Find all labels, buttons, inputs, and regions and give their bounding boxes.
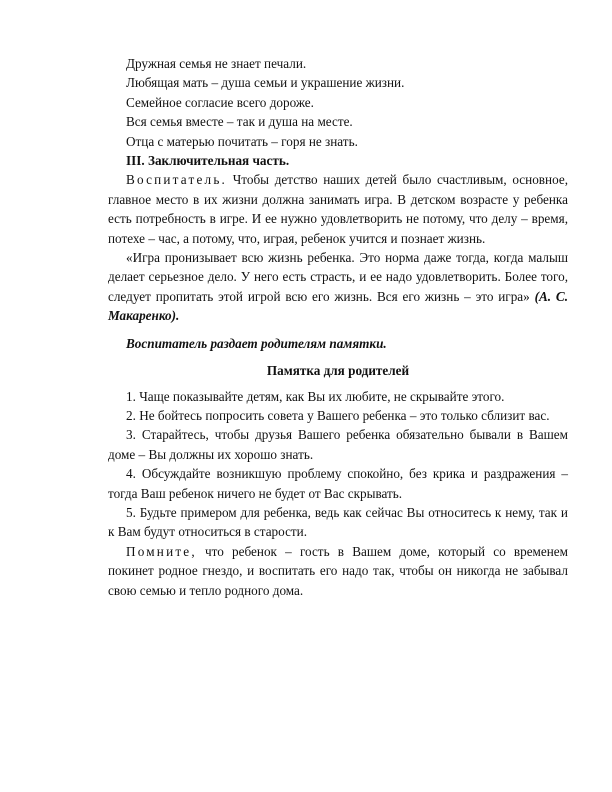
document-text bbox=[108, 54, 568, 600]
closing-paragraph bbox=[108, 542, 568, 600]
educator-text: Чтобы детство наших детей было счастливым, основное, главное место в их жизни должна занимать игра. В детском возрасте у ребенка есть потребность в игре. И ее нужно удовлетворить не потому, что делу – время, потехе – час, а потому, что, играя, ребенок учится и познает жизнь. bbox=[108, 172, 568, 246]
quote-author: (А. С. Макаренко). bbox=[108, 288, 569, 324]
memo-title: Памятка для родителей bbox=[266, 363, 410, 379]
memo-item: 3. Старайтесь, чтобы друзья Вашего ребенка обязательно бывали в Вашем доме – Вы должны их хорошо знать. bbox=[108, 427, 568, 462]
closing-text: что ребенок – гость в Вашем доме, который со временем покинет родное гнездо, и воспитать его надо так, чтобы он никогда не забывал свою семью и тепло родного дома. bbox=[108, 543, 568, 598]
memo-item: 2. Не бойтесь попросить совета у Вашего ребенка – это только сблизит вас. bbox=[126, 407, 550, 423]
memo-item: 1. Чаще показывайте детям, как Вы их любите, не скрывайте этого. bbox=[126, 388, 505, 404]
proverb-line: Отца с матерью почитать – горя не знать. bbox=[126, 133, 358, 149]
section-heading: III. Заключительная часть. bbox=[126, 153, 290, 169]
memo-item: 5. Будьте примером для ребенка, ведь как сейчас Вы относитесь к нему, так и к Вам будут относиться в старости. bbox=[108, 504, 568, 540]
stage-direction: Воспитатель раздает родителям памятки. bbox=[126, 335, 387, 351]
proverb-line: Вся семья вместе – так и душа на месте. bbox=[126, 114, 353, 130]
educator-paragraph bbox=[108, 170, 568, 248]
speaker-label: Воспитатель. bbox=[126, 172, 228, 188]
proverb-line: Дружная семья не знает печали. bbox=[126, 56, 307, 71]
closing-lead: Помните, bbox=[126, 543, 197, 559]
quote-paragraph bbox=[108, 248, 568, 326]
proverb-line: Любящая мать – душа семьи и украшение жизни. bbox=[126, 75, 405, 91]
proverb-line: Семейное согласие всего дороже. bbox=[126, 94, 314, 110]
memo-item: 4. Обсуждайте возникшую проблему спокойно, без крика и раздражения – тогда Ваш ребенок ничего не будет от Вас скрывать. bbox=[108, 466, 568, 501]
quote-text: «Игра пронизывает всю жизнь ребенка. Это норма даже тогда, когда малыш делает серьезное дело. У него есть страсть, и ее надо удовлетворить. Более того, следует пропитать этой игрой всю его жизнь. Вся его жизнь – это игра» bbox=[108, 250, 568, 304]
